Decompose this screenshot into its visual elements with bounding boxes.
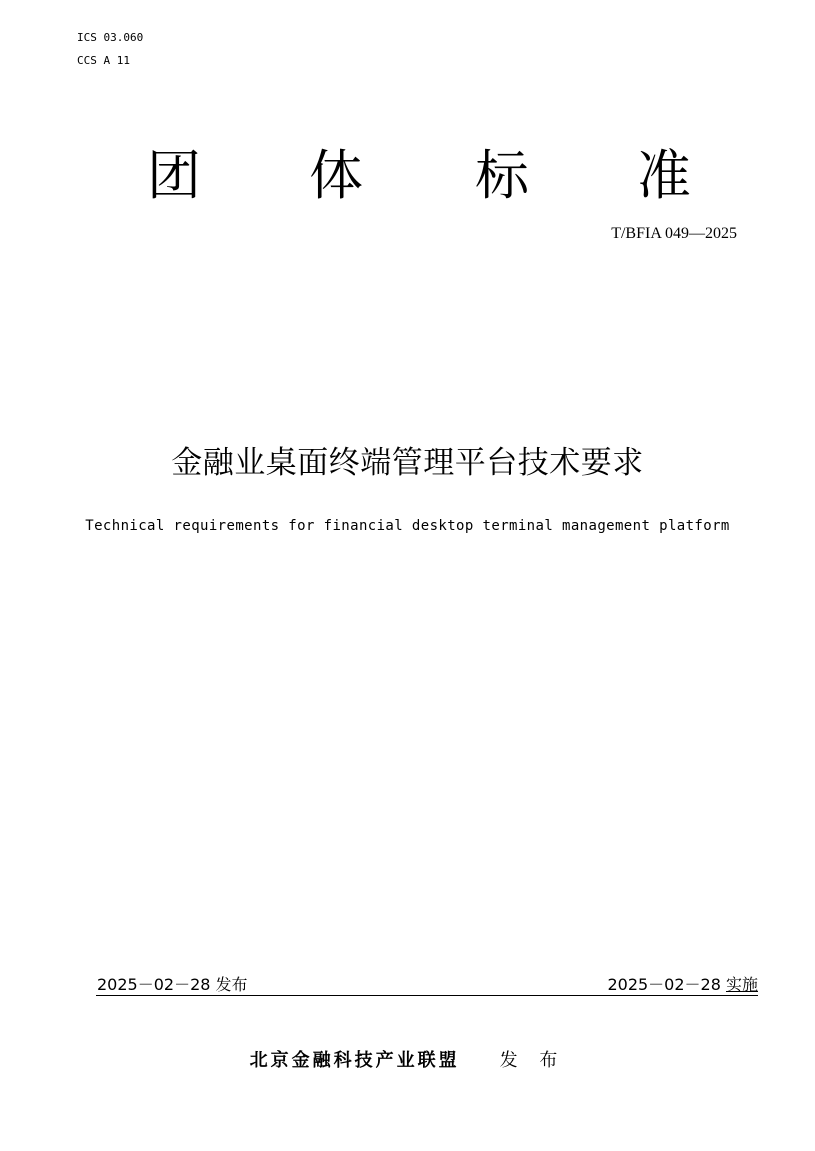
standard-title-chinese: 金融业桌面终端管理平台技术要求: [171, 445, 644, 481]
publisher-line: [0, 1048, 815, 1074]
ccs-code: CCS A 11: [77, 54, 130, 67]
ics-code: ICS 03.060: [77, 31, 144, 44]
date-divider-line: [96, 995, 758, 996]
title-char-1: 团: [147, 144, 201, 207]
issue-date: 2025－02－28 发布: [97, 975, 248, 994]
title-char-2: 体: [309, 144, 363, 207]
standard-number: T/BFIA 049—2025: [611, 225, 737, 242]
publisher-name: 北京金融科技产业联盟: [249, 1050, 460, 1071]
title-char-4: 准: [637, 144, 691, 207]
implementation-date-value: 2025－02－28: [607, 975, 726, 994]
standard-title-english: Technical requirements for financial desktop terminal management platform: [85, 518, 730, 534]
implementation-label: 实施: [725, 975, 758, 994]
publisher-suffix: 发 布: [499, 1050, 566, 1071]
document-type-title: [0, 140, 815, 220]
implementation-date: [607, 974, 758, 996]
title-char-3: 标: [475, 144, 529, 207]
